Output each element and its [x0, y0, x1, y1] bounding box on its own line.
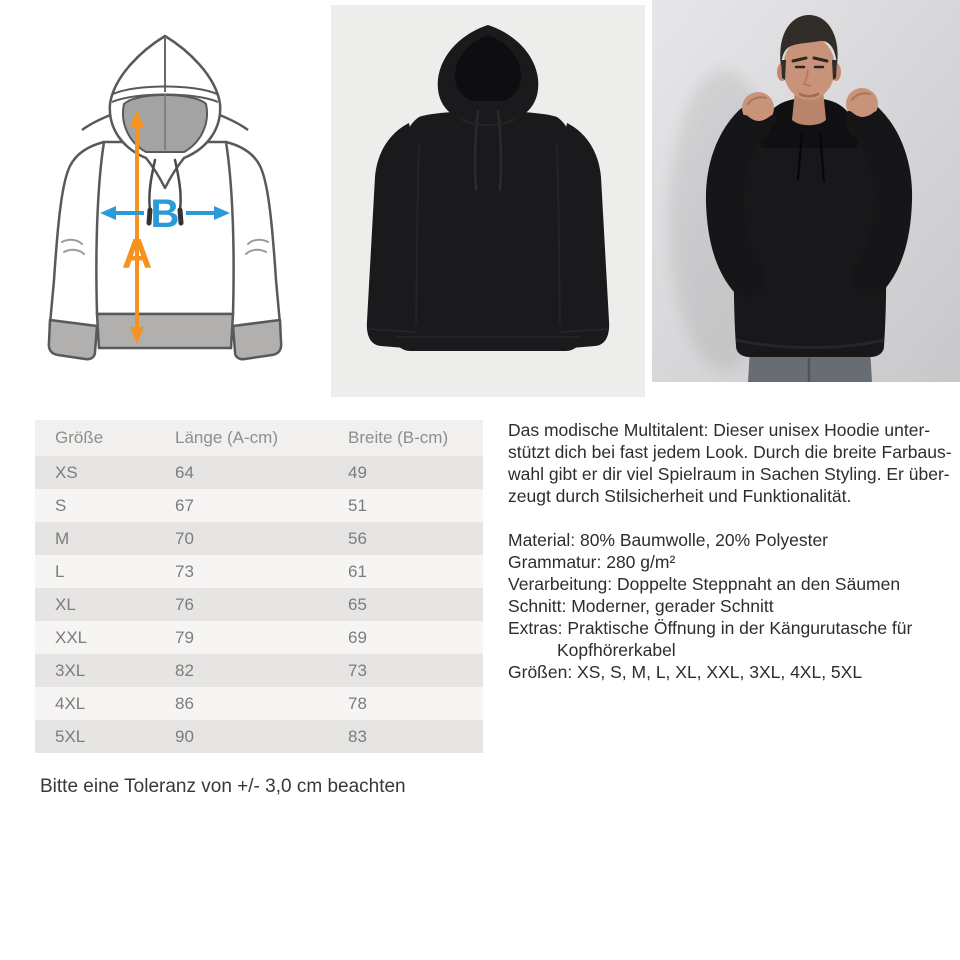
width-cell: 69 — [348, 627, 367, 647]
description-specs — [508, 529, 928, 683]
table-row — [35, 489, 483, 522]
label-a: A — [121, 230, 153, 277]
spec-extras: Extras: Praktische Öffnung in der Kängurutasche für — [508, 618, 913, 638]
length-cell: 90 — [175, 726, 194, 746]
spec-groessen: Größen: XS, S, M, L, XL, XXL, 3XL, 4XL, 5XL — [508, 662, 863, 682]
description-line: zeugt durch Stilsicherheit und Funktionalität. — [508, 486, 852, 506]
size-table-header-row — [35, 420, 483, 456]
size-cell: XXL — [55, 627, 88, 647]
product-description — [508, 419, 952, 683]
size-cell: 4XL — [55, 693, 86, 713]
black-hoodie-flat — [331, 5, 645, 397]
size-cell: 3XL — [55, 660, 86, 680]
length-cell: 70 — [175, 528, 194, 548]
model-wearing-hoodie-photo — [652, 0, 960, 382]
hem-band — [97, 314, 233, 348]
width-cell: 51 — [348, 495, 367, 515]
spec-verarbeitung: Verarbeitung: Doppelte Steppnaht an den Säumen — [508, 574, 901, 594]
length-cell: 64 — [175, 462, 194, 482]
size-cell: S — [55, 495, 67, 515]
drawstring-aglet — [180, 210, 181, 223]
description-line: Das modische Multitalent: Dieser unisex Hoodie unter- — [508, 420, 931, 440]
size-cell: M — [55, 528, 70, 548]
size-table-section — [35, 420, 483, 753]
model-photo — [652, 0, 960, 382]
table-row — [35, 588, 483, 621]
spec-extras-continued: Kopfhörerkabel — [557, 640, 676, 660]
hoodie-line-art — [0, 0, 330, 400]
description-line: wahl gibt er dir viel Spielraum in Sachen Styling. Er über- — [508, 464, 950, 484]
length-cell: 76 — [175, 594, 194, 614]
table-row — [35, 654, 483, 687]
tolerance-note: Bitte eine Toleranz von +/- 3,0 cm beachten — [40, 776, 406, 797]
size-cell: XS — [55, 462, 78, 482]
column-header-length: Länge (A-cm) — [155, 420, 328, 456]
width-cell: 61 — [348, 561, 367, 581]
black-hoodie-product-photo — [331, 5, 645, 397]
right-cuff — [233, 320, 281, 359]
width-cell: 65 — [348, 594, 367, 614]
spec-material: Material: 80% Baumwolle, 20% Polyester — [508, 530, 829, 550]
column-header-width: Breite (B-cm) — [328, 420, 483, 456]
length-cell: 86 — [175, 693, 194, 713]
width-cell: 83 — [348, 726, 367, 746]
table-row — [35, 720, 483, 753]
spec-schnitt: Schnitt: Moderner, gerader Schnitt — [508, 596, 774, 616]
size-table — [35, 420, 483, 753]
size-cell: XL — [55, 594, 76, 614]
column-header-size: Größe — [35, 420, 155, 456]
label-b: B — [150, 192, 180, 236]
table-row — [35, 555, 483, 588]
length-cell: 73 — [175, 561, 194, 581]
model-hoodie-torso — [734, 122, 886, 357]
description-intro — [508, 419, 952, 507]
width-cell: 73 — [348, 660, 367, 680]
left-cuff — [49, 320, 97, 359]
size-cell: 5XL — [55, 726, 86, 746]
width-cell: 49 — [348, 462, 367, 482]
table-row — [35, 456, 483, 489]
table-row — [35, 522, 483, 555]
table-row — [35, 621, 483, 654]
table-row — [35, 687, 483, 720]
flat-body — [395, 111, 581, 351]
width-cell: 56 — [348, 528, 367, 548]
length-cell: 67 — [175, 495, 194, 515]
spec-grammatur: Grammatur: 280 g/m² — [508, 552, 676, 572]
size-cell: L — [55, 561, 65, 581]
description-line: stützt dich bei fast jedem Look. Durch die breite Farbaus- — [508, 442, 952, 462]
length-cell: 82 — [175, 660, 194, 680]
length-cell: 79 — [175, 627, 194, 647]
width-cell: 78 — [348, 693, 367, 713]
hoodie-measurement-diagram — [0, 0, 330, 400]
